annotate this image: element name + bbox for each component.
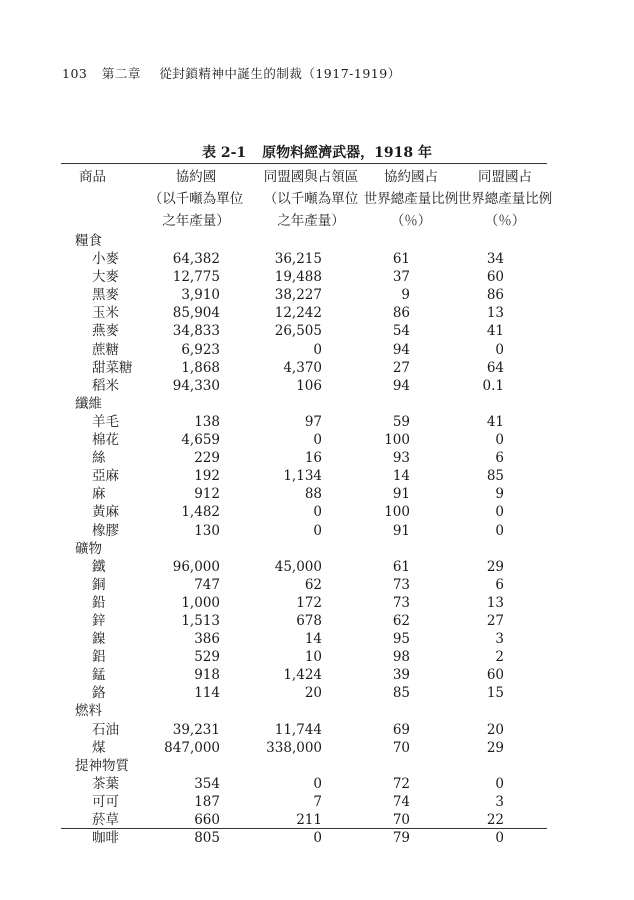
central-share-cell: 2 — [495, 649, 504, 666]
entente-output-cell: 94,330 — [172, 377, 220, 394]
entente-output-cell: 192 — [194, 468, 220, 485]
commodity-name: 鋁 — [92, 649, 106, 666]
central-share-cell: 0 — [495, 522, 504, 539]
entente-output-cell: 130 — [194, 522, 220, 539]
central-output-cell: 0 — [313, 522, 322, 539]
commodity-name: 棉花 — [92, 432, 119, 449]
table-bottom-rule — [61, 828, 547, 829]
entente-share-cell: 94 — [392, 341, 410, 358]
table-row — [61, 793, 547, 811]
column-header-line: （％） — [390, 213, 432, 229]
category-name: 糧食 — [75, 233, 102, 249]
entente-output-cell: 4,659 — [181, 432, 220, 449]
table-row — [61, 666, 547, 684]
entente-share-cell: 100 — [384, 432, 410, 449]
table-row — [61, 503, 547, 521]
entente-share-cell: 74 — [392, 793, 410, 810]
table-row — [61, 594, 547, 612]
table-top-rule — [61, 163, 547, 164]
entente-share-cell: 85 — [392, 685, 410, 702]
commodity-name: 甜菜糖 — [92, 359, 133, 376]
entente-share-cell: 14 — [392, 468, 410, 485]
entente-output-cell: 847,000 — [164, 739, 220, 756]
table-header — [61, 166, 553, 232]
entente-output-cell: 1,513 — [181, 612, 220, 629]
central-share-cell: 41 — [486, 413, 504, 430]
table-row — [61, 341, 547, 359]
central-share-cell: 60 — [486, 269, 504, 286]
central-share-cell: 0 — [495, 775, 504, 792]
table-row — [61, 576, 547, 594]
central-output-cell: 16 — [304, 450, 322, 467]
column-header-entente-output — [131, 166, 261, 232]
entente-share-cell: 69 — [392, 721, 410, 738]
column-header-central-output — [251, 166, 371, 232]
entente-share-cell: 9 — [401, 287, 410, 304]
category-name: 燃料 — [75, 703, 102, 720]
central-share-cell: 34 — [486, 251, 504, 268]
entente-share-cell: 91 — [392, 522, 410, 539]
central-output-cell: 88 — [304, 486, 322, 503]
table-row — [61, 829, 547, 847]
column-header-entente-share — [359, 166, 463, 232]
entente-output-cell: 64,382 — [172, 251, 220, 268]
entente-share-cell: 93 — [392, 450, 410, 467]
entente-share-cell: 59 — [392, 413, 410, 430]
chapter-title: 從封鎖精神中誕生的制裁（1917-1919） — [159, 66, 401, 81]
commodity-name: 燕麥 — [92, 323, 119, 340]
table-row — [61, 304, 547, 322]
commodity-name: 絲 — [92, 450, 106, 467]
entente-output-cell: 85,904 — [172, 305, 220, 322]
central-share-cell: 60 — [486, 667, 504, 684]
central-share-cell: 27 — [486, 612, 504, 629]
commodity-name: 煤 — [92, 739, 106, 756]
entente-share-cell: 37 — [392, 269, 410, 286]
column-header-line: 之年產量） — [277, 213, 345, 229]
page-number: 103 — [62, 66, 88, 81]
entente-output-cell: 386 — [194, 631, 220, 648]
category-row — [61, 540, 547, 558]
column-header-line: （以千噸為單位 — [148, 191, 244, 207]
central-output-cell: 0 — [313, 432, 322, 449]
table-title: 原物料經濟武器，1918 年 — [262, 145, 432, 161]
central-share-cell: 0.1 — [482, 377, 504, 394]
category-row — [61, 757, 547, 775]
commodity-name: 羊毛 — [92, 413, 119, 430]
category-row — [61, 232, 547, 250]
commodity-name: 蔗糖 — [92, 341, 119, 358]
column-header-line: 同盟國與占領區 — [263, 169, 359, 185]
entente-output-cell: 187 — [194, 793, 220, 810]
entente-share-cell: 94 — [392, 377, 410, 394]
central-output-cell: 172 — [296, 594, 322, 611]
entente-share-cell: 39 — [392, 667, 410, 684]
commodity-name: 鋅 — [92, 612, 106, 629]
table-row — [61, 377, 547, 395]
commodity-name: 稻米 — [92, 377, 119, 394]
entente-share-cell: 61 — [392, 251, 410, 268]
commodity-name: 鐵 — [92, 558, 106, 575]
central-output-cell: 106 — [296, 377, 322, 394]
central-output-cell: 0 — [313, 830, 322, 847]
central-output-cell: 97 — [304, 413, 322, 430]
commodity-name: 大麥 — [92, 269, 119, 286]
central-share-cell: 0 — [495, 830, 504, 847]
central-output-cell: 19,488 — [274, 269, 322, 286]
central-output-cell: 211 — [296, 812, 322, 828]
commodity-name: 石油 — [92, 721, 119, 738]
column-header-line: 世界總產量比例 — [457, 191, 553, 207]
central-share-cell: 3 — [495, 631, 504, 648]
central-share-cell: 9 — [495, 486, 504, 503]
table-row — [61, 775, 547, 793]
central-share-cell: 6 — [495, 576, 504, 593]
entente-share-cell: 61 — [392, 558, 410, 575]
entente-output-cell: 114 — [194, 685, 220, 702]
column-header-line: 協約國占 — [384, 169, 438, 185]
table-row — [61, 612, 547, 630]
central-output-cell: 12,242 — [274, 305, 322, 322]
commodity-name: 錳 — [92, 667, 106, 684]
column-header-line: 之年產量） — [162, 213, 230, 229]
central-share-cell: 86 — [486, 287, 504, 304]
table-row — [61, 684, 547, 702]
table-row — [61, 739, 547, 757]
category-row — [61, 702, 547, 720]
central-output-cell: 14 — [304, 631, 322, 648]
table-row — [61, 268, 547, 286]
table-row — [61, 522, 547, 540]
table-row — [61, 721, 547, 739]
entente-output-cell: 1,000 — [181, 594, 220, 611]
table-row — [61, 359, 547, 377]
table-body — [61, 232, 547, 847]
commodity-name: 咖啡 — [92, 830, 119, 847]
central-output-cell: 0 — [313, 341, 322, 358]
entente-share-cell: 54 — [392, 323, 410, 340]
entente-output-cell: 529 — [194, 649, 220, 666]
central-share-cell: 64 — [486, 359, 504, 376]
entente-share-cell: 100 — [384, 504, 410, 521]
entente-output-cell: 34,833 — [172, 323, 220, 340]
table-row — [61, 286, 547, 304]
entente-output-cell: 3,910 — [181, 287, 220, 304]
entente-output-cell: 1,868 — [181, 359, 220, 376]
commodity-name: 可可 — [92, 793, 119, 810]
category-row — [61, 395, 547, 413]
table-row — [61, 630, 547, 648]
table-row — [61, 322, 547, 340]
central-share-cell: 15 — [486, 685, 504, 702]
central-output-cell: 1,134 — [283, 468, 322, 485]
central-share-cell: 29 — [486, 739, 504, 756]
commodity-name: 黑麥 — [92, 287, 119, 304]
entente-share-cell: 70 — [392, 812, 410, 828]
category-name: 纖維 — [75, 395, 102, 412]
entente-output-cell: 354 — [194, 775, 220, 792]
column-header-central-share — [455, 166, 555, 232]
entente-share-cell: 62 — [392, 612, 410, 629]
entente-output-cell: 912 — [194, 486, 220, 503]
central-share-cell: 22 — [486, 812, 504, 828]
commodity-name: 菸草 — [92, 812, 119, 828]
column-header-line: （以千噸為單位 — [263, 191, 359, 207]
table-row — [61, 648, 547, 666]
running-header — [62, 64, 401, 82]
entente-share-cell: 73 — [392, 576, 410, 593]
category-name: 提神物質 — [75, 757, 129, 774]
central-share-cell: 13 — [486, 305, 504, 322]
entente-share-cell: 27 — [392, 359, 410, 376]
central-output-cell: 45,000 — [274, 558, 322, 575]
entente-output-cell: 918 — [194, 667, 220, 684]
central-share-cell: 85 — [486, 468, 504, 485]
table-row — [61, 467, 547, 485]
table-number: 表 2-1 — [201, 145, 247, 161]
central-share-cell: 6 — [495, 450, 504, 467]
entente-output-cell: 660 — [194, 812, 220, 828]
central-share-cell: 20 — [486, 721, 504, 738]
entente-share-cell: 95 — [392, 631, 410, 648]
central-share-cell: 0 — [495, 341, 504, 358]
entente-output-cell: 6,923 — [181, 341, 220, 358]
central-share-cell: 3 — [495, 793, 504, 810]
entente-output-cell: 39,231 — [172, 721, 220, 738]
central-output-cell: 1,424 — [283, 667, 322, 684]
entente-output-cell: 747 — [194, 576, 220, 593]
column-header-line: 協約國 — [175, 169, 217, 185]
central-output-cell: 38,227 — [274, 287, 322, 304]
entente-output-cell: 12,775 — [172, 269, 220, 286]
commodity-name: 鉛 — [92, 594, 106, 611]
table-row — [61, 431, 547, 449]
entente-output-cell: 805 — [194, 830, 220, 847]
commodity-name: 玉米 — [92, 305, 119, 322]
central-output-cell: 20 — [304, 685, 322, 702]
entente-share-cell: 98 — [392, 649, 410, 666]
commodity-name: 亞麻 — [92, 468, 119, 485]
central-output-cell: 11,744 — [274, 721, 322, 738]
table-row — [61, 449, 547, 467]
central-share-cell: 0 — [495, 432, 504, 449]
commodity-name: 茶葉 — [92, 775, 119, 792]
commodity-name: 小麥 — [92, 251, 119, 268]
table-row — [61, 811, 547, 829]
commodity-name: 麻 — [92, 486, 106, 503]
central-output-cell: 0 — [313, 504, 322, 521]
table-row — [61, 558, 547, 576]
chapter-label: 第二章 — [101, 66, 141, 81]
central-share-cell: 41 — [486, 323, 504, 340]
central-output-cell: 26,505 — [274, 323, 322, 340]
table-row — [61, 485, 547, 503]
entente-output-cell: 138 — [194, 413, 220, 430]
central-share-cell: 29 — [486, 558, 504, 575]
column-header-line: 世界總產量比例 — [363, 191, 459, 207]
entente-share-cell: 70 — [392, 739, 410, 756]
central-output-cell: 338,000 — [266, 739, 322, 756]
table-row — [61, 250, 547, 268]
central-share-cell: 0 — [495, 504, 504, 521]
category-name: 礦物 — [75, 540, 102, 557]
central-output-cell: 10 — [304, 649, 322, 666]
entente-output-cell: 96,000 — [172, 558, 220, 575]
entente-share-cell: 72 — [392, 775, 410, 792]
entente-output-cell: 1,482 — [181, 504, 220, 521]
central-output-cell: 0 — [313, 775, 322, 792]
commodity-name: 銅 — [92, 576, 106, 593]
central-output-cell: 678 — [296, 612, 322, 629]
central-output-cell: 62 — [304, 576, 322, 593]
column-header-line: 商品 — [79, 169, 106, 185]
table-caption — [0, 142, 634, 162]
central-share-cell: 13 — [486, 594, 504, 611]
entente-share-cell: 79 — [392, 830, 410, 847]
table-row — [61, 413, 547, 431]
entente-output-cell: 229 — [194, 450, 220, 467]
column-header-line: 同盟國占 — [478, 169, 532, 185]
commodity-name: 黃麻 — [92, 504, 119, 521]
central-output-cell: 4,370 — [283, 359, 322, 376]
central-output-cell: 7 — [313, 793, 322, 810]
commodity-name: 橡膠 — [92, 522, 119, 539]
entente-share-cell: 86 — [392, 305, 410, 322]
column-header-line: （％） — [484, 213, 526, 229]
central-output-cell: 36,215 — [274, 251, 322, 268]
commodity-name: 鉻 — [92, 685, 106, 702]
entente-share-cell: 91 — [392, 486, 410, 503]
entente-share-cell: 73 — [392, 594, 410, 611]
commodity-name: 鎳 — [92, 631, 106, 648]
